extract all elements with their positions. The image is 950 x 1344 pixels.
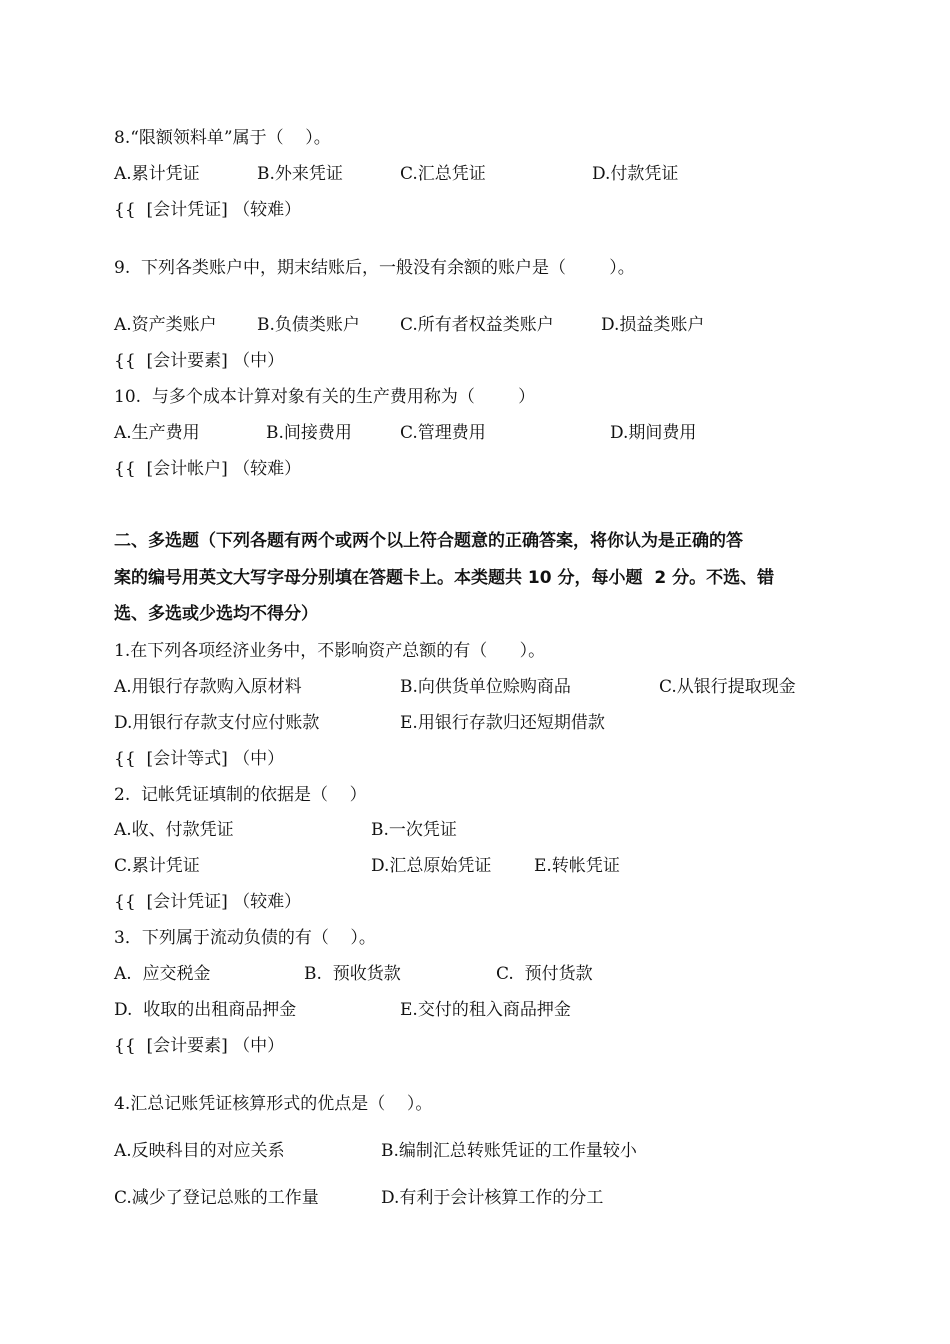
multi-1-option-e: E.用银行存款归还短期借款 [400,713,605,733]
question-9-option-b: B.负债类账户 [257,315,360,335]
section-2-heading-line-3: 选、多选或少选均不得分） [114,604,318,624]
multi-2-tag: {{ [会计凭证] （较难） [114,892,302,912]
multi-3-option-c: C. 预付货款 [496,964,593,984]
multi-2-option-c: C.累计凭证 [114,856,200,876]
question-8-stem: 8.“限额领料单”属于（ ）。 [114,128,331,148]
multi-2-option-a: A.收、付款凭证 [114,820,234,840]
multi-1-tag: {{ [会计等式] （中） [114,749,285,769]
multi-1-stem: 1.在下列各项经济业务中，不影响资产总额的有（ ）。 [114,641,546,661]
question-10-stem: 10. 与多个成本计算对象有关的生产费用称为（ ） [114,387,536,407]
multi-2-option-e: E.转帐凭证 [534,856,620,876]
multi-1-option-a: A.用银行存款购入原材料 [114,677,302,697]
multi-3-option-b: B. 预收货款 [304,964,401,984]
question-10-option-d: D.期间费用 [610,423,697,443]
question-8-option-a: A.累计凭证 [114,164,200,184]
multi-2-stem: 2. 记帐凭证填制的依据是（ ） [114,785,367,805]
question-9-option-d: D.损益类账户 [601,315,705,335]
multi-4-stem: 4.汇总记账凭证核算形式的优点是（ ）。 [114,1094,433,1114]
question-9-option-a: A.资产类账户 [114,315,217,335]
multi-4-option-b: B.编制汇总转账凭证的工作量较小 [381,1141,637,1161]
question-10-option-c: C.管理费用 [400,423,486,443]
multi-3-option-e: E.交付的租入商品押金 [400,1000,571,1020]
multi-1-option-b: B.向供货单位赊购商品 [400,677,571,697]
question-8-option-c: C.汇总凭证 [400,164,486,184]
multi-4-option-a: A.反映科目的对应关系 [114,1141,285,1161]
question-9-tag: {{ [会计要素] （中） [114,351,285,371]
multi-1-option-c: C.从银行提取现金 [659,677,796,697]
multi-3-option-a: A. 应交税金 [114,964,211,984]
section-2-heading-line-1: 二、多选题（下列各题有两个或两个以上符合题意的正确答案，将你认为是正确的答 [114,531,743,551]
multi-4-option-d: D.有利于会计核算工作的分工 [381,1188,604,1208]
question-9-option-c: C.所有者权益类账户 [400,315,554,335]
question-8-option-b: B.外来凭证 [257,164,343,184]
question-9-stem: 9. 下列各类账户中，期末结账后，一般没有余额的账户是（ ）。 [114,258,635,278]
multi-3-stem: 3．下列属于流动负债的有（ ）。 [114,928,376,948]
multi-3-tag: {{ [会计要素] （中） [114,1036,285,1056]
question-8-option-d: D.付款凭证 [592,164,679,184]
section-2-heading-line-2: 案的编号用英文大写字母分别填在答题卡上。本类题共 10 分，每小题 2 分。不选、错 [114,568,775,588]
multi-1-option-d: D.用银行存款支付应付账款 [114,713,320,733]
question-10-option-b: B.间接费用 [266,423,352,443]
question-10-tag: {{ [会计帐户] （较难） [114,459,302,479]
question-10-option-a: A.生产费用 [114,423,200,443]
multi-3-option-d: D. 收取的出租商品押金 [114,1000,297,1020]
multi-2-option-d: D.汇总原始凭证 [371,856,492,876]
multi-4-option-c: C.减少了登记总账的工作量 [114,1188,319,1208]
multi-2-option-b: B.一次凭证 [371,820,457,840]
question-8-tag: {{ [会计凭证] （较难） [114,200,302,220]
